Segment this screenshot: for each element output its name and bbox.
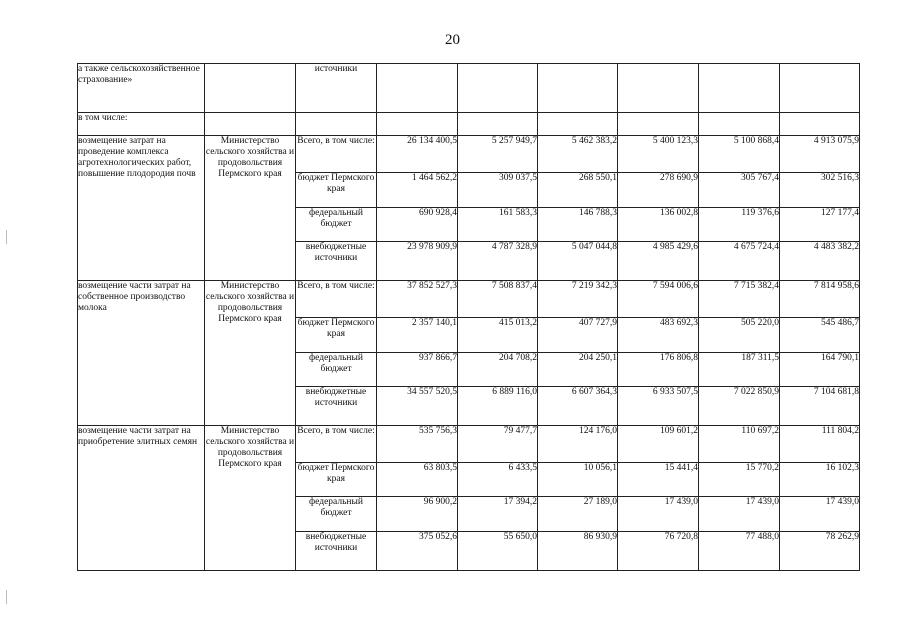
amount-cell: 17 439,0 xyxy=(618,497,699,532)
measure-description: возмещение части затрат на собственное производство молока xyxy=(78,281,205,426)
amount-cell: 268 550,1 xyxy=(538,173,618,208)
amount-cell: 76 720,8 xyxy=(618,532,699,571)
amount-cell: 535 756,3 xyxy=(377,426,458,463)
amount-cell: 79 477,7 xyxy=(458,426,538,463)
amount-cell: 305 767,4 xyxy=(699,173,780,208)
amount-cell: 7 715 382,4 xyxy=(699,281,780,318)
amount-cell: 7 219 342,3 xyxy=(538,281,618,318)
scan-mark xyxy=(6,230,7,244)
amount-cell: 96 900,2 xyxy=(377,497,458,532)
empty-cell xyxy=(699,112,780,135)
amount-cell: 127 177,4 xyxy=(780,207,860,242)
amount-cell: 302 516,3 xyxy=(780,173,860,208)
amount-cell: 5 047 044,8 xyxy=(538,242,618,281)
empty-cell xyxy=(377,64,458,113)
amount-cell: 187 311,5 xyxy=(699,352,780,387)
empty-cell xyxy=(538,64,618,113)
amount-cell: 17 439,0 xyxy=(780,497,860,532)
page-number: 20 xyxy=(445,32,460,48)
scan-mark xyxy=(6,590,7,604)
amount-cell: 27 189,0 xyxy=(538,497,618,532)
empty-cell xyxy=(377,112,458,135)
funding-source: бюджет Пермского края xyxy=(296,173,377,208)
amount-cell: 4 787 328,9 xyxy=(458,242,538,281)
amount-cell: 6 433,5 xyxy=(458,462,538,497)
funding-source: Всего, в том числе: xyxy=(296,281,377,318)
funding-source: внебюджетные источники xyxy=(296,242,377,281)
empty-cell xyxy=(699,64,780,113)
amount-cell: 204 250,1 xyxy=(538,352,618,387)
responsible-executor: Министерство сельского хозяйства и продовольствия Пермского края xyxy=(205,281,296,426)
subheader-label: в том числе: xyxy=(78,112,205,135)
amount-cell: 5 400 123,3 xyxy=(618,136,699,173)
amount-cell: 164 790,1 xyxy=(780,352,860,387)
funding-source: федеральный бюджет xyxy=(296,352,377,387)
funding-source: бюджет Пермского края xyxy=(296,317,377,352)
empty-cell xyxy=(458,112,538,135)
amount-cell: 415 013,2 xyxy=(458,317,538,352)
amount-cell: 86 930,9 xyxy=(538,532,618,571)
amount-cell: 1 464 562,2 xyxy=(377,173,458,208)
measure-description: возмещение части затрат на приобретение элитных семян xyxy=(78,426,205,571)
amount-cell: 6 889 116,0 xyxy=(458,387,538,426)
amount-cell: 110 697,2 xyxy=(699,426,780,463)
amount-cell: 34 557 520,5 xyxy=(377,387,458,426)
amount-cell: 161 583,3 xyxy=(458,207,538,242)
amount-cell: 7 814 958,6 xyxy=(780,281,860,318)
amount-cell: 483 692,3 xyxy=(618,317,699,352)
amount-cell: 505 220,0 xyxy=(699,317,780,352)
table-body xyxy=(78,64,860,571)
amount-cell: 7 022 850,9 xyxy=(699,387,780,426)
empty-cell xyxy=(538,112,618,135)
amount-cell: 10 056,1 xyxy=(538,462,618,497)
amount-cell: 78 262,9 xyxy=(780,532,860,571)
amount-cell: 77 488,0 xyxy=(699,532,780,571)
budget-table xyxy=(77,63,860,571)
amount-cell: 15 770,2 xyxy=(699,462,780,497)
empty-cell xyxy=(780,64,860,113)
amount-cell: 15 441,4 xyxy=(618,462,699,497)
amount-cell: 119 376,6 xyxy=(699,207,780,242)
funding-source: бюджет Пермского края xyxy=(296,462,377,497)
amount-cell: 204 708,2 xyxy=(458,352,538,387)
funding-source: внебюджетные источники xyxy=(296,387,377,426)
empty-cell xyxy=(618,112,699,135)
funding-source: Всего, в том числе: xyxy=(296,136,377,173)
amount-cell: 26 134 400,5 xyxy=(377,136,458,173)
amount-cell: 375 052,6 xyxy=(377,532,458,571)
table-row xyxy=(78,281,860,318)
funding-source: внебюджетные источники xyxy=(296,532,377,571)
table-row-subheader xyxy=(78,112,860,135)
amount-cell: 16 102,3 xyxy=(780,462,860,497)
amount-cell: 6 933 507,5 xyxy=(618,387,699,426)
amount-cell: 23 978 909,9 xyxy=(377,242,458,281)
amount-cell: 111 804,2 xyxy=(780,426,860,463)
continuation-source: источники xyxy=(296,64,377,113)
amount-cell: 109 601,2 xyxy=(618,426,699,463)
amount-cell: 690 928,4 xyxy=(377,207,458,242)
amount-cell: 5 257 949,7 xyxy=(458,136,538,173)
responsible-executor: Министерство сельского хозяйства и продовольствия Пермского края xyxy=(205,426,296,571)
amount-cell: 6 607 364,3 xyxy=(538,387,618,426)
amount-cell: 5 462 383,2 xyxy=(538,136,618,173)
amount-cell: 7 594 006,6 xyxy=(618,281,699,318)
amount-cell: 136 002,8 xyxy=(618,207,699,242)
funding-source: федеральный бюджет xyxy=(296,497,377,532)
amount-cell: 55 650,0 xyxy=(458,532,538,571)
amount-cell: 63 803,5 xyxy=(377,462,458,497)
amount-cell: 4 913 075,9 xyxy=(780,136,860,173)
empty-cell xyxy=(458,64,538,113)
responsible-executor: Министерство сельского хозяйства и продовольствия Пермского края xyxy=(205,136,296,281)
amount-cell: 278 690,9 xyxy=(618,173,699,208)
amount-cell: 7 508 837,4 xyxy=(458,281,538,318)
continuation-description: а также сельскохозяйственное страхование» xyxy=(78,64,205,113)
amount-cell: 17 439,0 xyxy=(699,497,780,532)
amount-cell: 4 985 429,6 xyxy=(618,242,699,281)
amount-cell: 146 788,3 xyxy=(538,207,618,242)
table-row-continuation xyxy=(78,64,860,113)
amount-cell: 17 394,2 xyxy=(458,497,538,532)
table-row xyxy=(78,426,860,463)
empty-cell xyxy=(205,112,296,135)
amount-cell: 309 037,5 xyxy=(458,173,538,208)
empty-cell xyxy=(618,64,699,113)
empty-cell xyxy=(296,112,377,135)
amount-cell: 124 176,0 xyxy=(538,426,618,463)
measure-description: возмещение затрат на проведение комплекса агротехнологических работ, повышение плодородия почв xyxy=(78,136,205,281)
empty-cell xyxy=(780,112,860,135)
amount-cell: 7 104 681,8 xyxy=(780,387,860,426)
table-row xyxy=(78,136,860,173)
amount-cell: 5 100 868,4 xyxy=(699,136,780,173)
funding-source: Всего, в том числе: xyxy=(296,426,377,463)
amount-cell: 937 866,7 xyxy=(377,352,458,387)
amount-cell: 4 483 382,2 xyxy=(780,242,860,281)
empty-cell xyxy=(205,64,296,113)
funding-source: федеральный бюджет xyxy=(296,207,377,242)
amount-cell: 176 806,8 xyxy=(618,352,699,387)
amount-cell: 2 357 140,1 xyxy=(377,317,458,352)
amount-cell: 4 675 724,4 xyxy=(699,242,780,281)
amount-cell: 37 852 527,3 xyxy=(377,281,458,318)
amount-cell: 407 727,9 xyxy=(538,317,618,352)
amount-cell: 545 486,7 xyxy=(780,317,860,352)
